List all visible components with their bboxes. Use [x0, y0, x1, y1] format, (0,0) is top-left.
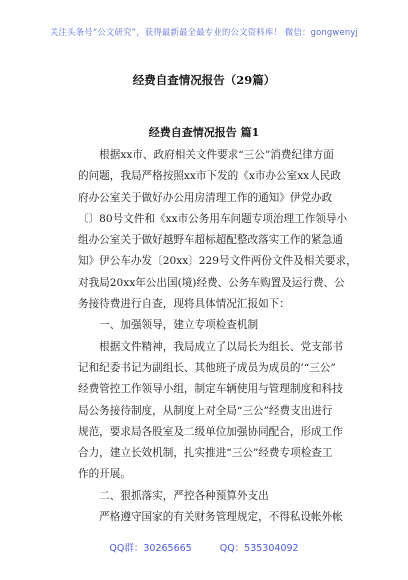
body-line: 一、加强领导，建立专项检查机制 [78, 319, 259, 332]
footer-qq: QQ：535304092 [219, 543, 299, 554]
section-title: 经费自查情况报告 篇1 [148, 126, 260, 139]
body-line: 的问题，我局严格按照xx市下发的《x市办公室xx人民政 [78, 170, 341, 183]
body-line: 根据xx市、政府相关文件要求“三公”消费纪律方面 [78, 149, 334, 161]
footer-qq-group: QQ群：30265665 [109, 543, 192, 554]
body-line: 知》伊公车办发〔20xx〕229号文件两份文件及相关要求， [78, 255, 357, 268]
body-line: 合力，建立长效机制，扎实推进“三公”经费专项检查工 [78, 447, 333, 460]
body-line: 府办公室关于做好办公用房清理工作的通知》伊党办政 [78, 191, 333, 204]
footer-contact [0, 540, 408, 554]
body-line: 二、狠抓落实，严控各种预算外支出 [78, 489, 269, 502]
body-line: 规范，要求局各股室及二级单位加强协同配合，形成工作 [78, 425, 343, 438]
body-line: 对我局20xx年公出国(境)经费、公务车购置及运行费、公 [78, 276, 345, 289]
document-title: 经费自查情况报告（29篇） [132, 73, 276, 87]
header-promo-note: 关注头条号“公文研究”，获得最新最全最专业的公文资料库！ 微信：gongwenyj [49, 27, 359, 37]
body-line: 记和纪委书记为副组长、其他班子成员为成员的’“三公” [78, 361, 336, 374]
body-line: 作的开展。 [78, 468, 131, 481]
body-line: 组办公室关于做好越野车超标超配整改落实工作的紧急通 [78, 234, 343, 247]
body-line: 根据文件精神，我局成立了以局长为组长、党支部书 [78, 340, 343, 353]
body-line: 经费管控工作领导小组，制定车辆使用与管理制度和科技 [78, 383, 343, 396]
body-line: 务接待费进行自查，现将具体情况汇报如下： [78, 298, 290, 311]
body-text [78, 145, 357, 528]
body-line: 〔〕80号文件和《xx市公务用车问题专项治理工作领导小 [78, 212, 348, 225]
body-line: 严格遵守国家的有关财务管理规定，不得私设帐外帐 [78, 511, 343, 524]
body-line: 局公务接待制度，从制度上对全局“三公”经费支出进行 [78, 404, 333, 417]
